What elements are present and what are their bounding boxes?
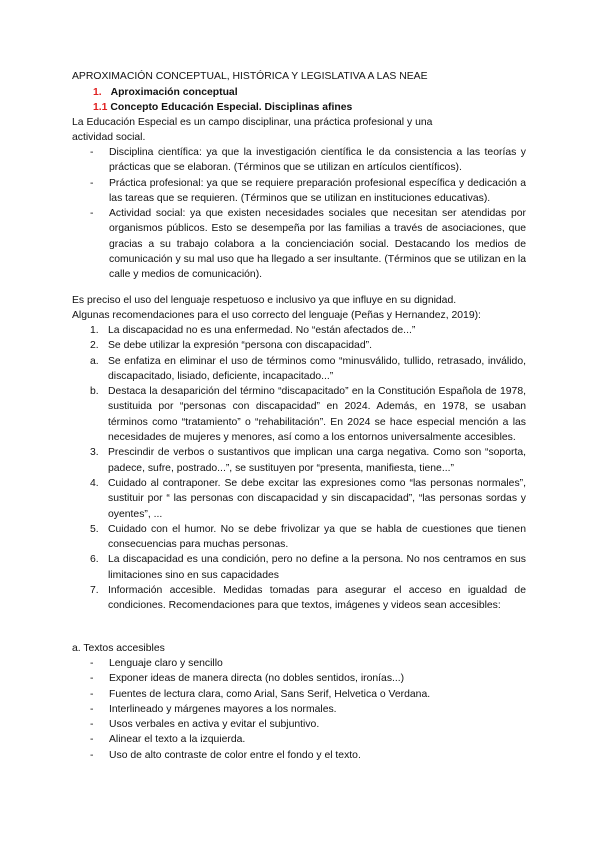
dash-marker: - [90,703,94,715]
dash-marker: - [90,749,94,761]
list-marker: 2. [90,340,99,352]
list-item [72,176,526,207]
list-item [72,338,526,353]
list-marker: 1. [90,325,99,336]
heading-2 [93,100,352,115]
accessible-text-item: Fuentes de lectura clara, como Arial, Sans Serif, Helvetica o Verdana. [109,688,431,700]
list-item [72,687,526,702]
list-item [72,323,526,338]
heading-2-text: Concepto Educación Especial. Disciplinas afines [110,102,353,113]
accessible-text-item: Exponer ideas de manera directa (no dobles sentidos, ironías...) [109,673,405,685]
main-title: APROXIMACIÓN CONCEPTUAL, HISTÓRICA Y LEGISLATIVA A LAS NEAE [72,71,428,82]
accessible-texts-list [72,656,526,763]
accessible-texts-heading: a. Textos accesibles [72,643,165,654]
heading-1 [93,85,238,100]
dash-marker: - [90,208,94,220]
dash-marker: - [90,673,94,685]
accessible-text-item: Alinear el texto a la izquierda. [109,734,246,746]
list-item [72,702,526,717]
intro-paragraph: La Educación Especial es un campo disciplinar, una práctica profesional y una actividad social. [72,117,433,144]
list-item [72,656,526,671]
list-item [72,732,526,747]
list-item [72,522,526,553]
list-item [72,552,526,583]
recommendation-text: Información accesible. Medidas tomadas para asegurar el acceso en igualdad de condiciones. Recomendaciones para que textos, imágenes y videos sean accesibles: [108,585,526,612]
recommendation-text: La discapacidad no es una enfermedad. No “están afectados de...” [108,325,416,336]
disciplines-list [72,145,526,283]
heading-2-number: 1.1 [93,102,108,113]
list-marker: 4. [90,477,99,489]
recommendation-text: Destaca la desaparición del término “discapacitado” en la Constitución Española de 1978, sustituida por “personas con discapacidad” en 2024. Además, en 1978, se usaban términos como “tratamiento” o “rehabilitación”. En 2024 se hace especial mención a las necesidades de mujeres y menores, así como a los entornos universalmente accesibles. [108,386,526,444]
recommendation-text: La discapacidad es una condición, pero no define a la persona. No nos centramos en sus limitaciones sino en sus capacidades [108,554,526,581]
recommendations-list [72,323,526,614]
list-item [72,445,526,476]
recommendation-text: Prescindir de verbos o sustantivos que implican una carga negativa. Como son “soporta, padece, sufre, postrado...”, se sustituyen por “presenta, manifiesta, tiene...” [108,447,526,474]
list-item [72,717,526,732]
list-item [72,748,526,763]
paragraph-recommendations-intro: Algunas recomendaciones para el uso correcto del lenguaje (Peñas y Hernandez, 2019): [72,310,481,321]
discipline-text: Actividad social: ya que existen necesidades sociales que necesitan ser atendidas por organismos públicos. Esto se desempeña por las familias a través de asociaciones, que gracias a su trabajo colabora a la concienciación social. Destacando los medios de comunicación y su mal uso que ha llegado a ser insultante. (Términos que se utilizan en la calle y medios de comunicación). [109,208,526,281]
list-item [72,671,526,686]
discipline-text: Disciplina científica: ya que la investigación científica le da consistencia a las teorías y prácticas que se elaboran. (Términos que se utilizan en artículos científicos). [109,147,526,174]
list-marker: 5. [90,523,99,535]
list-item [72,145,526,176]
dash-marker: - [90,147,94,158]
list-item [72,476,526,522]
list-item [72,206,526,282]
list-marker: 7. [90,585,99,597]
dash-marker: - [90,177,94,189]
accessible-text-item: Lenguaje claro y sencillo [109,658,223,669]
discipline-text: Práctica profesional: ya que se requiere preparación profesional específica y dedicación a las tareas que se requieren. (Términos que se utilizan en instituciones educativas). [109,177,526,204]
dash-marker: - [90,719,94,731]
accessible-text-item: Usos verbales en activa y evitar el subjuntivo. [109,719,320,731]
list-marker: 6. [90,554,99,566]
list-marker: 3. [90,447,99,459]
paragraph-respectful-language: Es preciso el uso del lenguaje respetuoso e inclusivo ya que influye en su dignidad. [72,295,457,306]
dash-marker: - [90,658,94,669]
accessible-text-item: Interlineado y márgenes mayores a los normales. [109,703,337,715]
recommendation-text: Cuidado con el humor. No se debe frivolizar ya que se habla de cuestiones que tienen consecuencias para muchas personas. [108,523,526,551]
dash-marker: - [90,688,94,700]
list-item [72,384,526,445]
list-item [72,354,526,385]
heading-1-number: 1. [93,87,102,98]
recommendation-text: Se debe utilizar la expresión “persona con discapacidad”. [108,340,372,352]
dash-marker: - [90,734,94,746]
list-item [72,583,526,614]
recommendation-text: Cuidado al contraponer. Se debe excitar las expresiones como “las personas normales”, sustituir por “ las personas con discapacidad y sin discapacidad”, “las personas sordas y oyentes”, ... [108,477,526,520]
recommendation-text: Se enfatiza en eliminar el uso de términos como “minusválido, tullido, retrasado, inválido, discapacitado, lisiado, deficiente, incapacitado...” [108,355,526,382]
list-marker: b. [90,386,99,398]
heading-1-text: Aproximación conceptual [110,87,238,98]
list-marker: a. [90,355,99,367]
accessible-text-item: Uso de alto contraste de color entre el fondo y el texto. [109,749,361,761]
